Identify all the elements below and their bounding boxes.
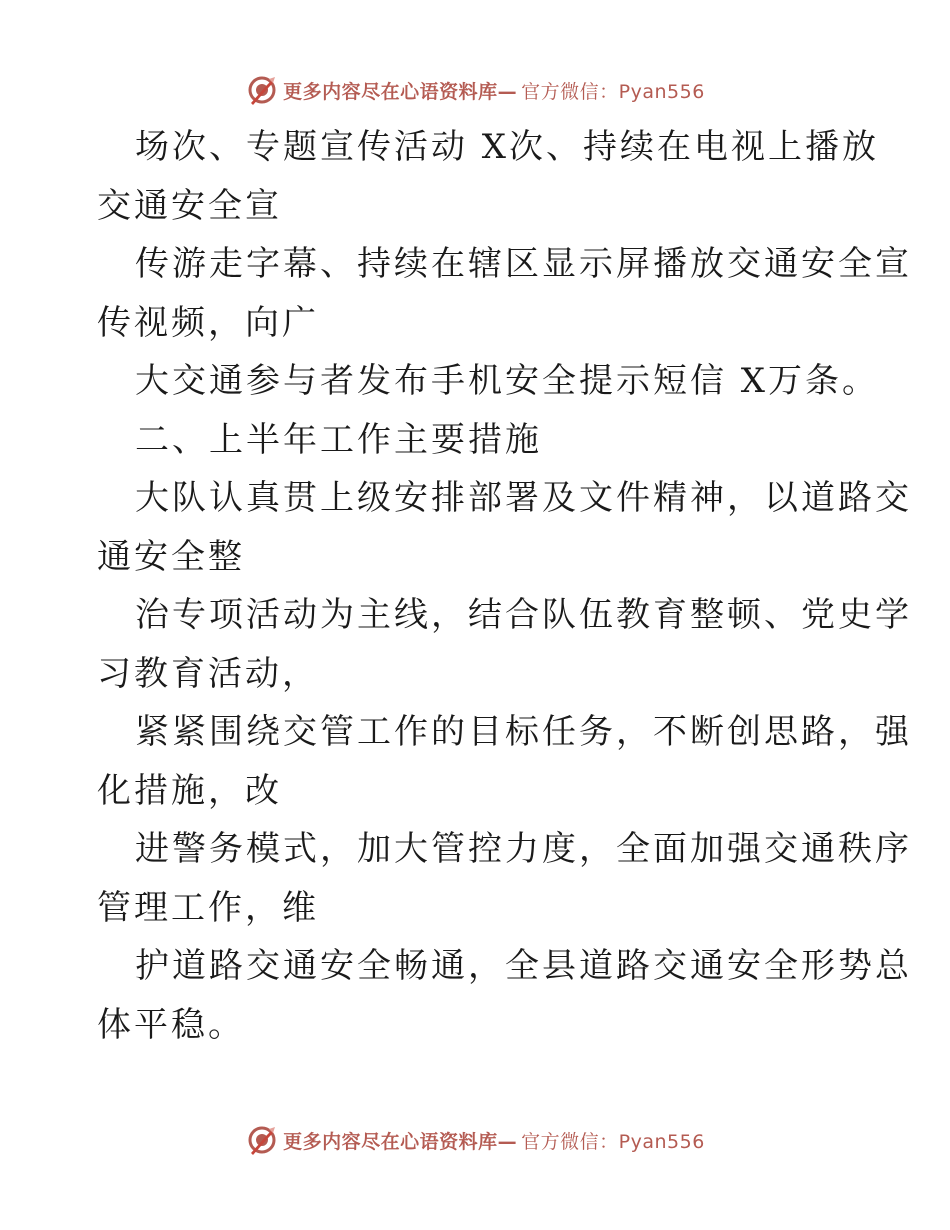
header-banner [0,70,950,110]
footer-wechat: 官方微信：Pyan556 [521,1130,705,1153]
text-line: 交通安全宣 [97,185,282,226]
text-line: 大队认真贯上级安排部署及文件精神，以道路交 [135,478,912,518]
header-banner-title: 更多内容尽在心语资料库— [283,80,518,103]
header-wechat: 官方微信：Pyan556 [521,80,705,103]
pen-circle-logo-icon [245,1123,279,1157]
text-line: 体平稳。 [97,1004,245,1045]
text-line: 大交通参与者发布手机安全提示短信 X万条。 [135,361,880,401]
text-line: 习教育活动， [97,653,319,694]
text-line: 紧紧围绕交管工作的目标任务，不断创思路，强 [135,712,912,752]
text-line: 二、上半年工作主要措施 [135,419,542,460]
document-body [97,118,912,1054]
footer-banner-text [283,1127,705,1154]
text-line: 场次、专题宣传活动 X次、持续在电视上播放 [135,127,880,167]
pen-circle-logo-icon [245,73,279,107]
text-line: 化措施，改 [97,770,282,811]
text-line: 传视频，向广 [97,302,319,343]
footer-banner [0,1120,950,1160]
text-line: 进警务模式，加大管控力度，全面加强交通秩序 [135,829,912,869]
text-line: 护道路交通安全畅通，全县道路交通安全形势总 [135,946,912,986]
text-line: 通安全整 [97,536,245,577]
text-line: 治专项活动为主线，结合队伍教育整顿、党史学 [135,595,912,635]
header-banner-text [283,77,705,104]
text-line: 管理工作，维 [97,887,319,928]
footer-banner-title: 更多内容尽在心语资料库— [283,1130,518,1153]
text-line: 传游走字幕、持续在辖区显示屏播放交通安全宣 [135,244,912,284]
